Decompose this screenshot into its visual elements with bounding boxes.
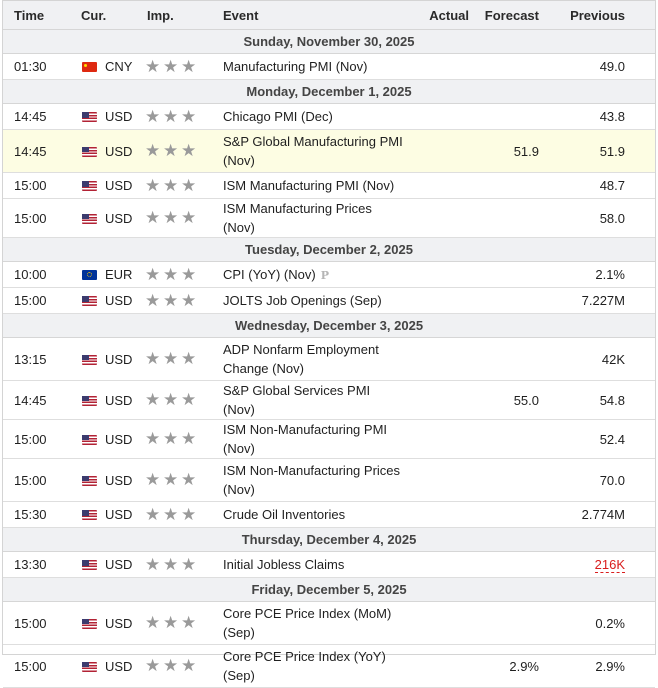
event-currency-cell [69,288,135,314]
event-currency: USD [105,293,133,308]
event-name[interactable]: S&P Global Manufacturing PMI (Nov) [223,134,403,168]
event-previous [539,502,625,528]
us-flag-icon [82,296,97,306]
star-icon: ★ [163,504,179,524]
event-actual [405,262,469,288]
event-time: 15:00 [3,459,69,502]
event-previous-value: 49.0 [599,59,625,74]
event-name-cell[interactable] [223,459,405,502]
event-currency-cell [69,262,135,288]
day-label: Wednesday, December 3, 2025 [3,314,655,338]
event-currency-cell [69,459,135,502]
star-icon: ★ [163,429,179,448]
importance-stars [135,645,223,688]
star-icon: ★ [163,208,179,227]
event-currency: USD [105,178,133,193]
event-previous-value: 70.0 [599,472,625,488]
event-actual [405,54,469,80]
star-icon: ★ [163,141,179,160]
us-flag-icon [82,181,97,191]
event-actual [405,199,469,238]
event-previous [539,199,625,238]
event-previous [539,381,625,420]
event-actual [405,645,469,688]
event-row[interactable] [3,502,655,528]
star-icon: ★ [181,613,197,632]
event-previous [539,459,625,502]
day-header-row [3,30,655,54]
star-icon: ★ [163,613,179,632]
event-actual [405,381,469,420]
event-time: 14:45 [3,130,69,173]
star-icon: ★ [145,429,161,448]
event-currency-cell [69,199,135,238]
event-name[interactable]: Core PCE Price Index (YoY) (Sep) [223,649,386,683]
event-time: 14:45 [3,381,69,420]
event-forecast-value: 55.0 [513,392,539,408]
event-currency-cell [69,420,135,459]
event-currency: CNY [105,59,133,74]
event-actual [405,104,469,130]
event-currency-cell [69,130,135,173]
us-flag-icon [82,435,97,445]
event-previous [539,602,625,645]
event-time: 15:00 [3,602,69,645]
star-icon: ★ [145,141,161,160]
header-time[interactable]: Time [3,1,69,30]
us-flag-icon [82,214,97,224]
event-time: 15:00 [3,288,69,314]
day-label: Sunday, November 30, 2025 [3,30,655,54]
event-row[interactable] [3,54,655,80]
event-name[interactable]: Initial Jobless Claims [223,557,345,572]
event-forecast [469,54,539,80]
event-forecast [469,420,539,459]
event-previous-value: 54.8 [599,392,625,408]
event-row[interactable] [3,602,655,645]
star-icon: ★ [181,554,197,574]
star-icon: ★ [181,470,197,489]
event-previous [539,552,625,578]
event-previous-value: 43.8 [599,109,625,124]
event-name[interactable]: Manufacturing PMI (Nov) [223,59,368,74]
event-row[interactable] [3,645,655,688]
event-previous [539,338,625,381]
event-name-cell[interactable] [223,338,405,381]
event-forecast [469,173,539,199]
star-icon: ★ [163,470,179,489]
us-flag-icon [82,560,97,570]
header-currency[interactable]: Cur. [69,1,135,30]
event-forecast [469,381,539,420]
star-icon: ★ [163,290,179,310]
header-importance[interactable]: Imp. [135,1,223,30]
event-previous-value: 7.227M [581,293,625,308]
event-name-cell[interactable] [223,645,405,688]
event-actual [405,602,469,645]
importance-stars [135,420,223,459]
importance-stars [135,338,223,381]
star-icon: ★ [145,290,161,310]
event-name-cell[interactable] [223,602,405,645]
event-previous-value: 48.7 [599,178,625,193]
day-header-row [3,578,655,602]
event-row[interactable] [3,338,655,381]
event-currency-cell [69,602,135,645]
star-icon: ★ [163,656,179,675]
event-currency: USD [105,507,133,522]
event-previous-value: 58.0 [599,210,625,226]
importance-stars [135,173,223,199]
event-forecast [469,645,539,688]
day-header-row [3,80,655,104]
event-forecast [469,338,539,381]
event-time: 10:00 [3,262,69,288]
event-previous [539,645,625,688]
importance-stars [135,381,223,420]
event-name-cell[interactable] [223,130,405,173]
event-forecast-value: 2.9% [509,658,539,674]
event-currency: USD [105,557,133,572]
event-name[interactable]: Chicago PMI (Dec) [223,109,333,124]
event-name[interactable]: ISM Manufacturing Prices (Nov) [223,201,372,235]
event-currency-cell [69,338,135,381]
event-time: 15:00 [3,645,69,688]
event-forecast [469,502,539,528]
event-time: 13:30 [3,552,69,578]
event-name-cell[interactable] [223,173,405,199]
event-name[interactable]: S&P Global Services PMI (Nov) [223,383,371,417]
event-actual [405,502,469,528]
event-forecast [469,602,539,645]
event-name-cell[interactable] [223,552,405,578]
star-icon: ★ [163,349,179,368]
event-currency: EUR [105,267,133,282]
event-previous [539,54,625,80]
star-icon: ★ [163,554,179,574]
event-name-cell[interactable] [223,199,405,238]
day-label: Friday, December 5, 2025 [3,578,655,602]
event-row[interactable] [3,552,655,578]
event-time: 15:30 [3,502,69,528]
star-icon: ★ [181,429,197,448]
event-forecast-value: 51.9 [513,143,539,159]
star-icon: ★ [163,56,179,76]
star-icon: ★ [181,175,197,195]
event-previous [539,420,625,459]
event-previous [539,104,625,130]
event-previous-value: 0.2% [595,615,625,631]
event-previous-value: 2.9% [595,658,625,674]
star-icon: ★ [163,175,179,195]
star-icon: ★ [145,106,161,126]
event-name-cell[interactable] [223,104,405,130]
star-icon: ★ [145,656,161,675]
header-event[interactable]: Event [223,1,405,30]
importance-stars [135,54,223,80]
event-name[interactable]: ISM Manufacturing PMI (Nov) [223,178,395,193]
event-actual [405,288,469,314]
event-row[interactable] [3,420,655,459]
star-icon: ★ [145,56,161,76]
preliminary-icon: P [320,268,329,282]
importance-stars [135,199,223,238]
event-row[interactable] [3,381,655,420]
importance-stars [135,552,223,578]
event-previous-value: 51.9 [599,143,625,159]
event-name-cell[interactable] [223,381,405,420]
us-flag-icon [82,112,97,122]
day-header-row [3,528,655,552]
star-icon: ★ [145,613,161,632]
event-name-cell[interactable] [223,262,405,288]
star-icon: ★ [181,390,197,409]
event-actual [405,552,469,578]
event-time: 15:00 [3,420,69,459]
star-icon: ★ [181,504,197,524]
economic-calendar [2,0,656,683]
event-previous [539,130,625,173]
star-icon: ★ [181,290,197,310]
event-currency-cell [69,645,135,688]
event-actual [405,420,469,459]
event-currency-cell [69,54,135,80]
event-actual [405,130,469,173]
event-actual [405,459,469,502]
header-forecast[interactable]: Forecast [469,1,539,30]
us-flag-icon [82,619,97,629]
star-icon: ★ [181,264,197,284]
event-currency: USD [105,472,133,488]
event-previous-value: 2.1% [595,267,625,282]
event-row[interactable] [3,199,655,238]
event-name[interactable]: ISM Non-Manufacturing PMI (Nov) [223,422,388,456]
event-currency: USD [105,615,133,631]
event-currency: USD [105,143,133,159]
star-icon: ★ [163,106,179,126]
event-currency-cell [69,552,135,578]
us-flag-icon [82,476,97,486]
day-header-row [3,238,655,262]
event-forecast [469,130,539,173]
event-currency: USD [105,351,133,367]
event-forecast [469,104,539,130]
event-name[interactable]: CPI (YoY) (Nov) [223,266,316,282]
event-time: 13:15 [3,338,69,381]
us-flag-icon [82,355,97,365]
importance-stars [135,288,223,314]
event-time: 15:00 [3,199,69,238]
event-currency-cell [69,381,135,420]
star-icon: ★ [181,56,197,76]
star-icon: ★ [145,264,161,284]
importance-stars [135,262,223,288]
importance-stars [135,459,223,502]
event-currency: USD [105,658,133,674]
event-currency: USD [105,109,133,124]
event-currency: USD [105,210,133,226]
event-previous-value: 2.774M [581,507,625,522]
event-forecast [469,552,539,578]
event-forecast [469,459,539,502]
star-icon: ★ [145,208,161,227]
importance-stars [135,502,223,528]
star-icon: ★ [181,349,197,368]
importance-stars [135,104,223,130]
event-currency: USD [105,431,133,447]
star-icon: ★ [181,656,197,675]
star-icon: ★ [163,264,179,284]
header-actual[interactable]: Actual [405,1,469,30]
eu-flag-icon [82,270,97,280]
day-header-row [3,314,655,338]
event-row[interactable] [3,459,655,502]
event-currency: USD [105,392,133,408]
event-currency-cell [69,104,135,130]
event-name[interactable]: JOLTS Job Openings (Sep) [223,293,382,308]
star-icon: ★ [181,106,197,126]
event-name-cell[interactable] [223,288,405,314]
event-name-cell[interactable] [223,420,405,459]
event-name[interactable]: ADP Nonfarm Employment Change (Nov) [223,342,379,376]
star-icon: ★ [181,141,197,160]
event-currency-cell [69,502,135,528]
event-previous [539,288,625,314]
us-flag-icon [82,510,97,520]
day-label: Thursday, December 4, 2025 [3,528,655,552]
event-currency-cell [69,173,135,199]
event-row[interactable] [3,130,655,173]
event-previous-value: 52.4 [599,431,625,447]
star-icon: ★ [145,349,161,368]
importance-stars [135,130,223,173]
event-time: 15:00 [3,173,69,199]
event-name[interactable]: Core PCE Price Index (MoM) (Sep) [223,606,392,640]
event-row[interactable] [3,288,655,314]
event-actual [405,173,469,199]
us-flag-icon [82,396,97,406]
importance-stars [135,602,223,645]
event-row[interactable] [3,104,655,130]
event-forecast [469,288,539,314]
event-actual [405,338,469,381]
calendar-table [3,1,655,688]
star-icon: ★ [181,208,197,227]
event-name-cell[interactable] [223,502,405,528]
us-flag-icon [82,662,97,672]
event-name[interactable]: Crude Oil Inventories [223,507,346,522]
star-icon: ★ [145,175,161,195]
day-label: Monday, December 1, 2025 [3,80,655,104]
us-flag-icon [82,147,97,157]
event-name[interactable]: ISM Non-Manufacturing Prices (Nov) [223,463,401,497]
event-previous-value: 216K [594,557,625,572]
event-row[interactable] [3,262,655,288]
star-icon: ★ [145,390,161,409]
event-previous [539,262,625,288]
event-forecast [469,262,539,288]
star-icon: ★ [145,554,161,574]
star-icon: ★ [145,504,161,524]
event-row[interactable] [3,173,655,199]
china-flag-icon [82,62,97,72]
event-time: 14:45 [3,104,69,130]
star-icon: ★ [145,470,161,489]
calendar-rows [3,30,655,688]
header-row [3,1,655,30]
day-label: Tuesday, December 2, 2025 [3,238,655,262]
event-name-cell[interactable] [223,54,405,80]
event-forecast [469,199,539,238]
event-time: 01:30 [3,54,69,80]
event-previous-value: 42K [601,351,625,367]
star-icon: ★ [163,390,179,409]
header-previous[interactable]: Previous [539,1,625,30]
event-previous [539,173,625,199]
